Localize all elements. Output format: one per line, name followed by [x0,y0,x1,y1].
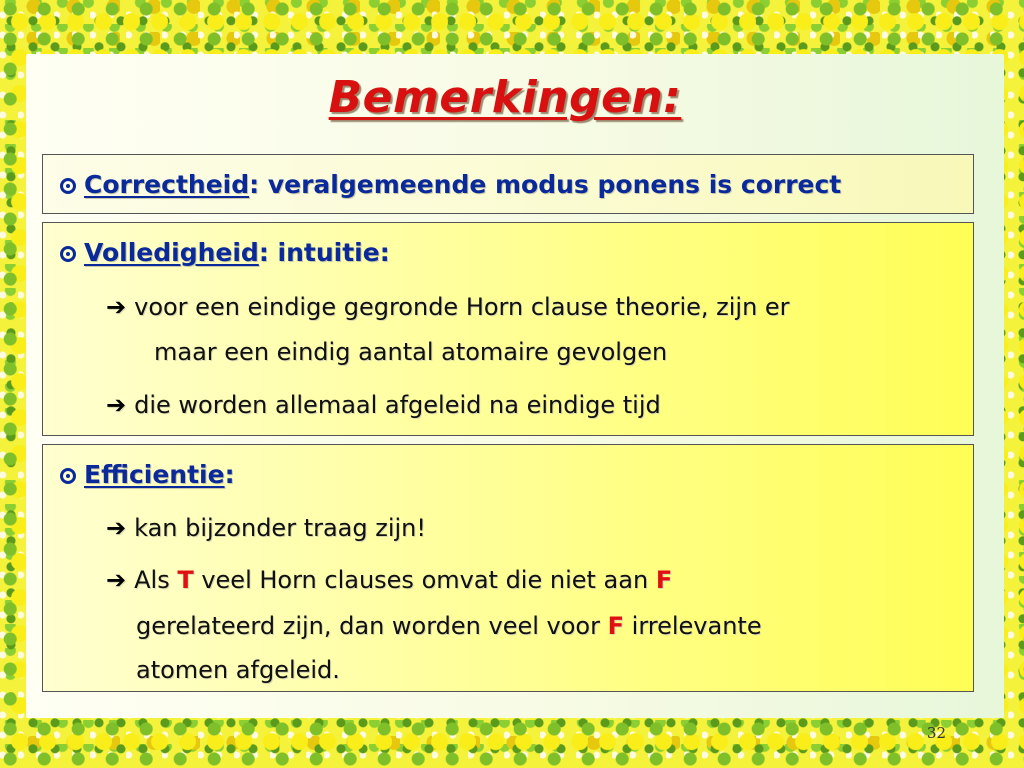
volledigheid-item-1-cont: maar een eindig aantal atomaire gevolgen [154,338,668,366]
correctheid-term: Correctheid [84,170,250,199]
efficientie-item-2-cont2: atomen afgeleid. [136,656,340,684]
efficientie-item-2-cont: gerelateerd zijn, dan worden veel voor F irrelevante [136,612,762,640]
symbol-f: F [655,566,673,594]
page-number: 32 [926,724,946,742]
efficientie-line [60,460,235,489]
efficientie-term: Efficientie [84,460,225,489]
volledigheid-item-2: ➔ die worden allemaal afgeleid na eindige tijd [106,391,661,419]
correctheid-text: : veralgemeende modus ponens is correct [249,170,842,199]
efficientie-item-2: ➔ Als T veel Horn clauses omvat die niet aan F [106,566,673,594]
right-arrow-icon: ➔ [106,566,127,594]
volledigheid-text: : intuitie: [258,238,390,267]
target-bullet-icon [60,468,76,484]
correctheid-line [60,170,841,199]
right-arrow-icon: ➔ [106,514,127,542]
efficientie-text: : [224,460,235,489]
right-arrow-icon: ➔ [106,293,127,321]
volledigheid-line [60,238,390,267]
efficientie-item-1: ➔ kan bijzonder traag zijn! [106,514,427,542]
volledigheid-term: Volledigheid [84,238,259,267]
volledigheid-item-1: ➔ voor een eindige gegronde Horn clause theorie, zijn er [106,293,790,321]
target-bullet-icon [60,246,76,262]
right-arrow-icon: ➔ [106,391,127,419]
symbol-f: F [607,612,625,640]
slide-title: Bemerkingen: [328,72,682,123]
target-bullet-icon [60,178,76,194]
symbol-t: T [177,566,194,594]
